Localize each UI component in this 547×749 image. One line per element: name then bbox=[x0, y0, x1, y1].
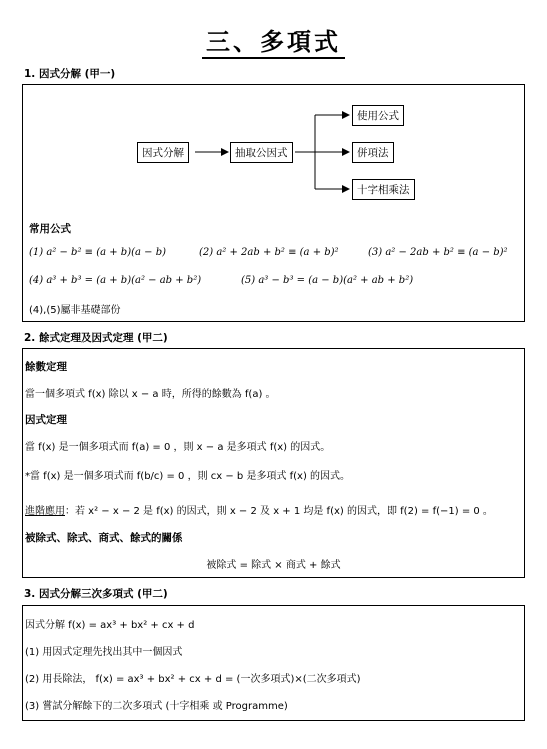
advanced-text: ：若 x² − x − 2 是 f(x) 的因式，則 x − 2 及 x + 1 均是 f(x) 的因式，即 f(2) = f(−1) = 0 。 bbox=[65, 506, 493, 517]
remainder-theorem-title: 餘數定理 bbox=[25, 361, 67, 373]
page-title: 三、多項式 bbox=[0, 22, 547, 57]
relation-text: 被除式 = 除式 × 商式 + 餘式 bbox=[206, 560, 341, 571]
flow-branch-combine: 併項法 bbox=[352, 142, 394, 163]
formula-1: (1) a² − b² ≡ (a + b)(a − b) bbox=[29, 247, 167, 258]
cubic-step-1: (1) 用因式定理先找出其中一個因式 bbox=[25, 647, 183, 658]
formulas-heading: 常用公式 bbox=[29, 223, 71, 235]
section-3-box bbox=[22, 605, 525, 721]
flow-middle-box: 抽取公因式 bbox=[230, 142, 293, 163]
flow-arrows bbox=[23, 85, 526, 323]
section-1-box bbox=[22, 84, 525, 322]
factor-theorem-text-1: 當 f(x) 是一個多項式而 f(a) = 0 ，則 x − a 是多項式 f(x) 的因式。 bbox=[25, 442, 331, 453]
flow-root-box: 因式分解 bbox=[137, 142, 189, 163]
flow-branch-formula: 使用公式 bbox=[352, 105, 404, 126]
cubic-step-2: (2) 用長除法， f(x) = ax³ + bx² + cx + d = (一次多項式)×(二次多項式) bbox=[25, 674, 361, 685]
factor-theorem-text-2: *當 f(x) 是一個多項式而 f(b/c) = 0 ，則 cx − b 是多項式 f(x) 的因式。 bbox=[25, 471, 351, 482]
section-1-heading: 1. 因式分解 (甲一) bbox=[24, 68, 116, 80]
formula-2: (2) a² + 2ab + b² ≡ (a + b)² bbox=[199, 247, 339, 258]
section-2-box bbox=[22, 348, 525, 578]
formula-note: (4),(5)屬非基礎部份 bbox=[29, 305, 121, 316]
formula-4: (4) a³ + b³ = (a + b)(a² − ab + b²) bbox=[29, 275, 202, 286]
formula-5: (5) a³ − b³ = (a − b)(a² + ab + b²) bbox=[241, 275, 414, 286]
cubic-step-3: (3) 嘗試分解餘下的二次多項式 (十字相乘 或 Programme) bbox=[25, 701, 288, 712]
relation-title: 被除式、除式、商式、餘式的關係 bbox=[25, 532, 183, 544]
advanced-application bbox=[25, 502, 493, 517]
cubic-factor-line: 因式分解 f(x) = ax³ + bx² + cx + d bbox=[25, 620, 195, 631]
advanced-label: 進階應用 bbox=[25, 506, 65, 517]
factor-theorem-title: 因式定理 bbox=[25, 414, 67, 426]
section-3-heading: 3. 因式分解三次多項式 (甲二) bbox=[24, 588, 168, 600]
remainder-theorem-text: 當一個多項式 f(x) 除以 x − a 時，所得的餘數為 f(a) 。 bbox=[25, 389, 276, 400]
flow-branch-cross: 十字相乘法 bbox=[352, 179, 415, 200]
formula-3: (3) a² − 2ab + b² ≡ (a − b)² bbox=[368, 247, 508, 258]
section-2-heading: 2. 餘式定理及因式定理 (甲二) bbox=[24, 332, 168, 344]
